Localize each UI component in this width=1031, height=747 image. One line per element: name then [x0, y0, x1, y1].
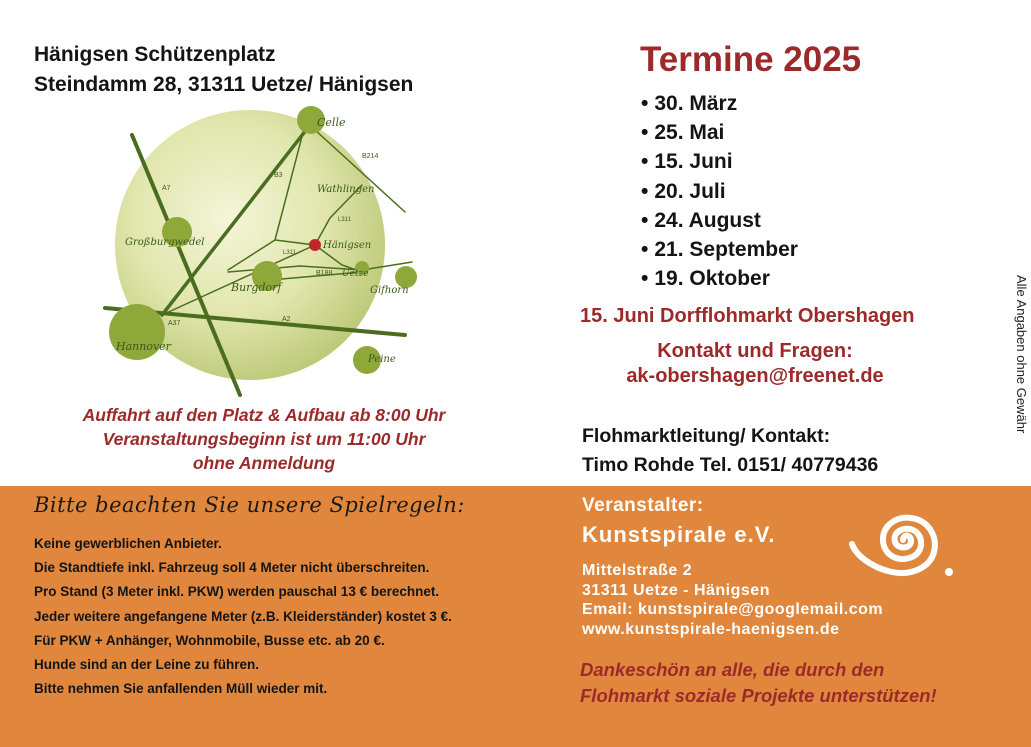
spiral-logo-icon [848, 500, 958, 580]
thanks-line-2: Flohmarkt soziale Projekte unterstützen! [580, 685, 937, 706]
label-b188: B188 [316, 270, 333, 277]
arrival-info [18, 403, 510, 475]
location-map [100, 100, 430, 400]
date-item: • 24. August [641, 206, 798, 235]
management-person-phone: Timo Rohde Tel. 0151/ 40779436 [582, 454, 879, 476]
rule-item: Jeder weitere angefangene Meter (z.B. Kleiderständer) kostet 3 €. [34, 608, 452, 624]
market-management [582, 422, 878, 480]
label-b214: B214 [362, 153, 379, 160]
rule-item: Bitte nehmen Sie anfallenden Müll wieder mit. [34, 681, 328, 697]
organizer-name: Kunstspirale e.V. [582, 522, 776, 547]
contact-email[interactable]: ak-obershagen@freenet.de [626, 365, 884, 387]
label-a37: A37 [168, 320, 181, 327]
venue-address [34, 40, 413, 100]
organizer-label: Veranstalter: [582, 495, 704, 516]
date-item: • 30. März [641, 89, 798, 118]
event-start-time: Veranstaltungsbeginn ist um 11:00 Uhr [102, 429, 426, 449]
label-a2: A2 [282, 316, 291, 323]
date-item: • 15. Juni [641, 147, 798, 176]
thank-you-note [580, 657, 937, 709]
no-registration-note: ohne Anmeldung [192, 453, 336, 473]
rule-item: Pro Stand (3 Meter inkl. PKW) werden pauschal 13 € berechnet. [34, 584, 440, 600]
rule-item: Keine gewerblichen Anbieter. [34, 536, 222, 551]
organizer-street: Mittelstraße 2 [582, 562, 693, 579]
label-haenigsen: Hänigsen [323, 240, 372, 251]
label-b3: B3 [274, 172, 283, 179]
rule-item: Für PKW + Anhänger, Wohnmobile, Busse etc. ab 20 €. [34, 632, 385, 648]
label-hannover: Hannover [116, 340, 171, 353]
organizer-city: 31311 Uetze - Hänigsen [582, 581, 770, 599]
rules-title: Bitte beachten Sie unsere Spielregeln: [34, 493, 465, 517]
management-label: Flohmarktleitung/ Kontakt: [582, 425, 831, 447]
label-l311-north: L311 [338, 217, 351, 223]
date-item: • 19. Oktober [641, 264, 798, 293]
organizer-address [582, 561, 883, 639]
label-wathlingen: Wathlingen [317, 184, 375, 195]
date-item: • 20. Juli [641, 177, 798, 206]
organizer-email[interactable]: Email: kunstspirale@googlemail.com [582, 601, 884, 618]
thanks-line-1: Dankeschön an alle, die durch den [580, 659, 885, 680]
label-gifhorn: Gifhorn [370, 285, 409, 296]
contact-heading: Kontakt und Fragen: [657, 340, 853, 362]
venue-name: Hänigsen Schützenplatz [34, 43, 276, 66]
label-l311-west: L311 [283, 250, 296, 256]
label-celle: Celle [317, 116, 346, 129]
disclaimer-note: Alle Angaben ohne Gewähr [1014, 275, 1029, 434]
arrival-setup-time: Auffahrt auf den Platz & Aufbau ab 8:00 Uhr [82, 405, 446, 425]
rules-list [34, 532, 452, 701]
label-peine: Peine [368, 354, 396, 365]
dates-title: Termine 2025 [640, 40, 862, 79]
haenigsen-marker [309, 239, 321, 251]
contact-block [580, 339, 930, 389]
label-burgdorf: Burgdorf [231, 281, 282, 294]
dates-list [641, 89, 798, 293]
venue-street: Steindamm 28, 31311 Uetze/ Hänigsen [34, 73, 414, 96]
label-grossburgwedel: Großburgwedel [125, 237, 205, 248]
date-item: • 25. Mai [641, 118, 798, 147]
rule-item: Hunde sind an der Leine zu führen. [34, 657, 260, 673]
village-market-note: 15. Juni Dorfflohmarkt Obershagen [580, 305, 915, 327]
organizer-website[interactable]: www.kunstspirale-haenigsen.de [582, 620, 840, 638]
date-item: • 21. September [641, 235, 798, 264]
rule-item: Die Standtiefe inkl. Fahrzeug soll 4 Meter nicht überschreiten. [34, 560, 430, 576]
label-a7: A7 [162, 185, 171, 192]
label-uetze: Uetze [342, 269, 369, 279]
